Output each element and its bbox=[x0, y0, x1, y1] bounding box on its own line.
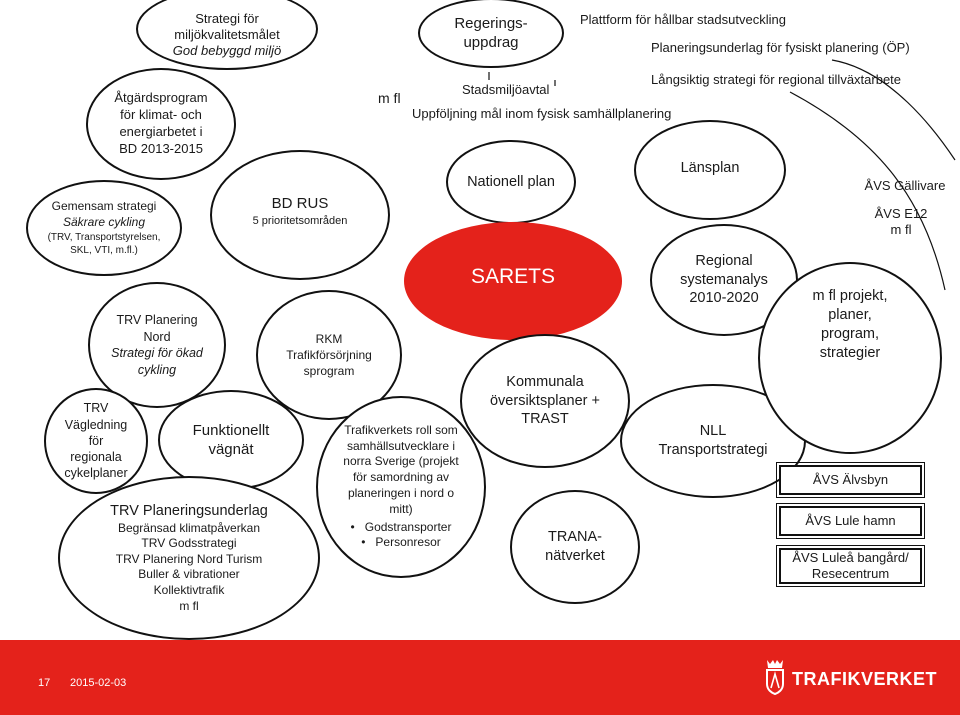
trafikverket-logo-text: TRAFIKVERKET bbox=[792, 669, 937, 689]
trv-planeringsunderlag-ellipse bbox=[58, 476, 320, 640]
footer-date: 2015-02-03 bbox=[70, 677, 127, 689]
avs-e12-text bbox=[856, 206, 946, 239]
bd-rus-ellipse bbox=[210, 150, 390, 280]
gemensam-strategi-ellipse bbox=[26, 180, 182, 276]
funktionellt-line1: Funktionellt bbox=[192, 421, 270, 439]
mfl-projekt-ellipse bbox=[758, 262, 942, 454]
mfl-projekt-line3: program, bbox=[820, 326, 880, 342]
trana-line1: TRANA- bbox=[548, 529, 602, 546]
trv-planering-line4: cykling bbox=[137, 362, 177, 377]
atgardsprogram-line4: BD 2013-2015 bbox=[119, 140, 203, 156]
rkm-line3: sprogram bbox=[303, 364, 355, 379]
avs-lule-hamn-label: ÅVS Lule hamn bbox=[805, 512, 896, 528]
avs-alvsbyn-label: ÅVS Älvsbyn bbox=[812, 471, 889, 487]
trv-planering-line2: Nord bbox=[143, 329, 171, 344]
trafikverket-logo-icon bbox=[764, 658, 786, 696]
kommunala-line3: TRAST bbox=[521, 411, 569, 428]
trv-vagledning-line5: cykelplaner bbox=[64, 466, 128, 481]
trafikverkets-bullet-gods: • Godstransporter bbox=[343, 520, 458, 536]
avs-e12-line1: ÅVS E12 bbox=[874, 206, 928, 221]
regional-line2: systemanalys bbox=[680, 271, 768, 288]
atgardsprogram-line3: energiarbetet i bbox=[119, 124, 203, 139]
bd-rus-title: BD RUS bbox=[271, 195, 329, 212]
trv-planering-line1: TRV Planering bbox=[116, 313, 198, 327]
nll-line1: NLL bbox=[699, 423, 727, 440]
regeringsuppdrag-line2: uppdrag bbox=[463, 34, 519, 51]
footer-bar bbox=[0, 640, 960, 715]
trv-planering-line3: Strategi för ökad bbox=[111, 346, 203, 360]
trafikverkets-line4: för samordning av bbox=[352, 470, 450, 485]
langsiktig-text: Långsiktig strategi för regional tillväxtarbete bbox=[651, 72, 902, 87]
gemensam-line2: Säkrare cykling bbox=[62, 215, 145, 229]
strategi-miljo-line1: Strategi för bbox=[195, 10, 259, 26]
regeringsuppdrag-ellipse bbox=[418, 0, 564, 68]
funktionellt-line2: vägnät bbox=[208, 441, 254, 458]
trv-vagledning-line1: TRV bbox=[83, 401, 109, 416]
page-number: 17 bbox=[38, 677, 51, 689]
trv-vagledning-ellipse bbox=[44, 388, 148, 494]
sarets-label: SARETS bbox=[470, 265, 556, 288]
trafikverkets-roll-ellipse bbox=[316, 396, 486, 578]
planeringsunderlag-line5: Kollektivtrafik bbox=[153, 583, 225, 598]
planeringsunderlag-line6: m fl bbox=[179, 598, 199, 613]
planeringsunderlag-op-text: Planeringsunderlag för fysiskt planering (ÖP) bbox=[651, 40, 910, 55]
kommunala-line1: Kommunala bbox=[506, 373, 584, 390]
trv-vagledning-line4: regionala bbox=[70, 450, 122, 465]
avs-gallivare-text: ÅVS Gällivare bbox=[864, 178, 946, 193]
planeringsunderlag-line4: Buller & vibrationer bbox=[138, 567, 240, 582]
kommunala-ellipse bbox=[460, 334, 630, 468]
avs-alvsbyn-box bbox=[779, 465, 922, 495]
planeringsunderlag-line2: TRV Godsstrategi bbox=[141, 536, 237, 551]
nationell-plan-label: Nationell plan bbox=[467, 174, 555, 190]
mfl-projekt-line2: planer, bbox=[828, 307, 872, 324]
regional-line3: 2010-2020 bbox=[689, 290, 759, 307]
planeringsunderlag-line3: TRV Planering Nord Turism bbox=[115, 551, 263, 566]
gemensam-line3: (TRV, Transportstyrelsen, bbox=[47, 231, 161, 243]
regional-line1: Regional bbox=[695, 252, 753, 269]
trafikverkets-bullet-personresor: • Personresor bbox=[343, 535, 458, 551]
avs-lule-hamn-box bbox=[779, 506, 922, 536]
rkm-line2: Trafikförsörjning bbox=[286, 347, 372, 362]
mfl-top-text: m fl bbox=[378, 90, 401, 106]
trana-ellipse bbox=[510, 490, 640, 604]
stadsmiljoavtal-text: Stadsmiljöavtal bbox=[462, 82, 550, 97]
avs-lulea-line2: Resecentrum bbox=[811, 566, 890, 581]
trv-vagledning-line2: Vägledning bbox=[64, 417, 128, 432]
planeringsunderlag-line1: Begränsad klimatpåverkan bbox=[117, 520, 261, 535]
atgardsprogram-line1: Åtgärdsprogram bbox=[114, 90, 208, 106]
plattform-text: Plattform för hållbar stadsutveckling bbox=[580, 12, 786, 27]
trafikverkets-line3: norra Sverige (projekt bbox=[343, 454, 459, 469]
strategi-miljo-line2: miljökvalitetsmålet bbox=[174, 26, 280, 42]
lansplan-label: Länsplan bbox=[680, 160, 740, 176]
bd-rus-sub: 5 prioritetsområden bbox=[252, 215, 348, 227]
lansplan-ellipse bbox=[634, 120, 786, 220]
trv-vagledning-line3: för bbox=[88, 433, 104, 448]
nll-line2: Transportstrategi bbox=[658, 442, 768, 458]
funktionellt-vagnat-ellipse bbox=[158, 390, 304, 490]
trafikverkets-line6: mitt) bbox=[389, 501, 413, 516]
trana-line2: nätverket bbox=[545, 548, 605, 564]
uppfoljning-text: Uppföljning mål inom fysisk samhällplanering bbox=[412, 106, 672, 121]
atgardsprogram-line2: för klimat- och bbox=[120, 107, 202, 123]
avs-lulea-box bbox=[779, 548, 922, 584]
mfl-projekt-line4: strategier bbox=[819, 344, 881, 361]
trafikverkets-line1: Trafikverkets roll som bbox=[344, 422, 458, 437]
avs-e12-line2: m fl bbox=[890, 222, 912, 238]
avs-lulea-line1: ÅVS Luleå bangård/ bbox=[792, 549, 909, 565]
atgardsprogram-ellipse bbox=[86, 68, 236, 180]
gemensam-line4: SKL, VTI, m.fl.) bbox=[70, 244, 138, 256]
planeringsunderlag-title: TRV Planeringsunderlag bbox=[110, 502, 268, 519]
trafikverkets-line5: planeringen i nord o bbox=[347, 486, 455, 500]
kommunala-line2: översiktsplaner + bbox=[489, 392, 600, 409]
regeringsuppdrag-line1: Regerings- bbox=[454, 14, 528, 32]
trafikverkets-line2: samhällsutvecklare i bbox=[346, 438, 456, 453]
mfl-projekt-line1: m fl projekt, bbox=[812, 288, 888, 305]
nationell-plan-ellipse bbox=[446, 140, 576, 224]
gemensam-line1: Gemensam strategi bbox=[51, 199, 157, 214]
rkm-line1: RKM bbox=[315, 331, 343, 346]
sarets-ellipse bbox=[404, 222, 622, 340]
strategi-miljo-line3: God bebyggd miljö bbox=[172, 43, 282, 59]
